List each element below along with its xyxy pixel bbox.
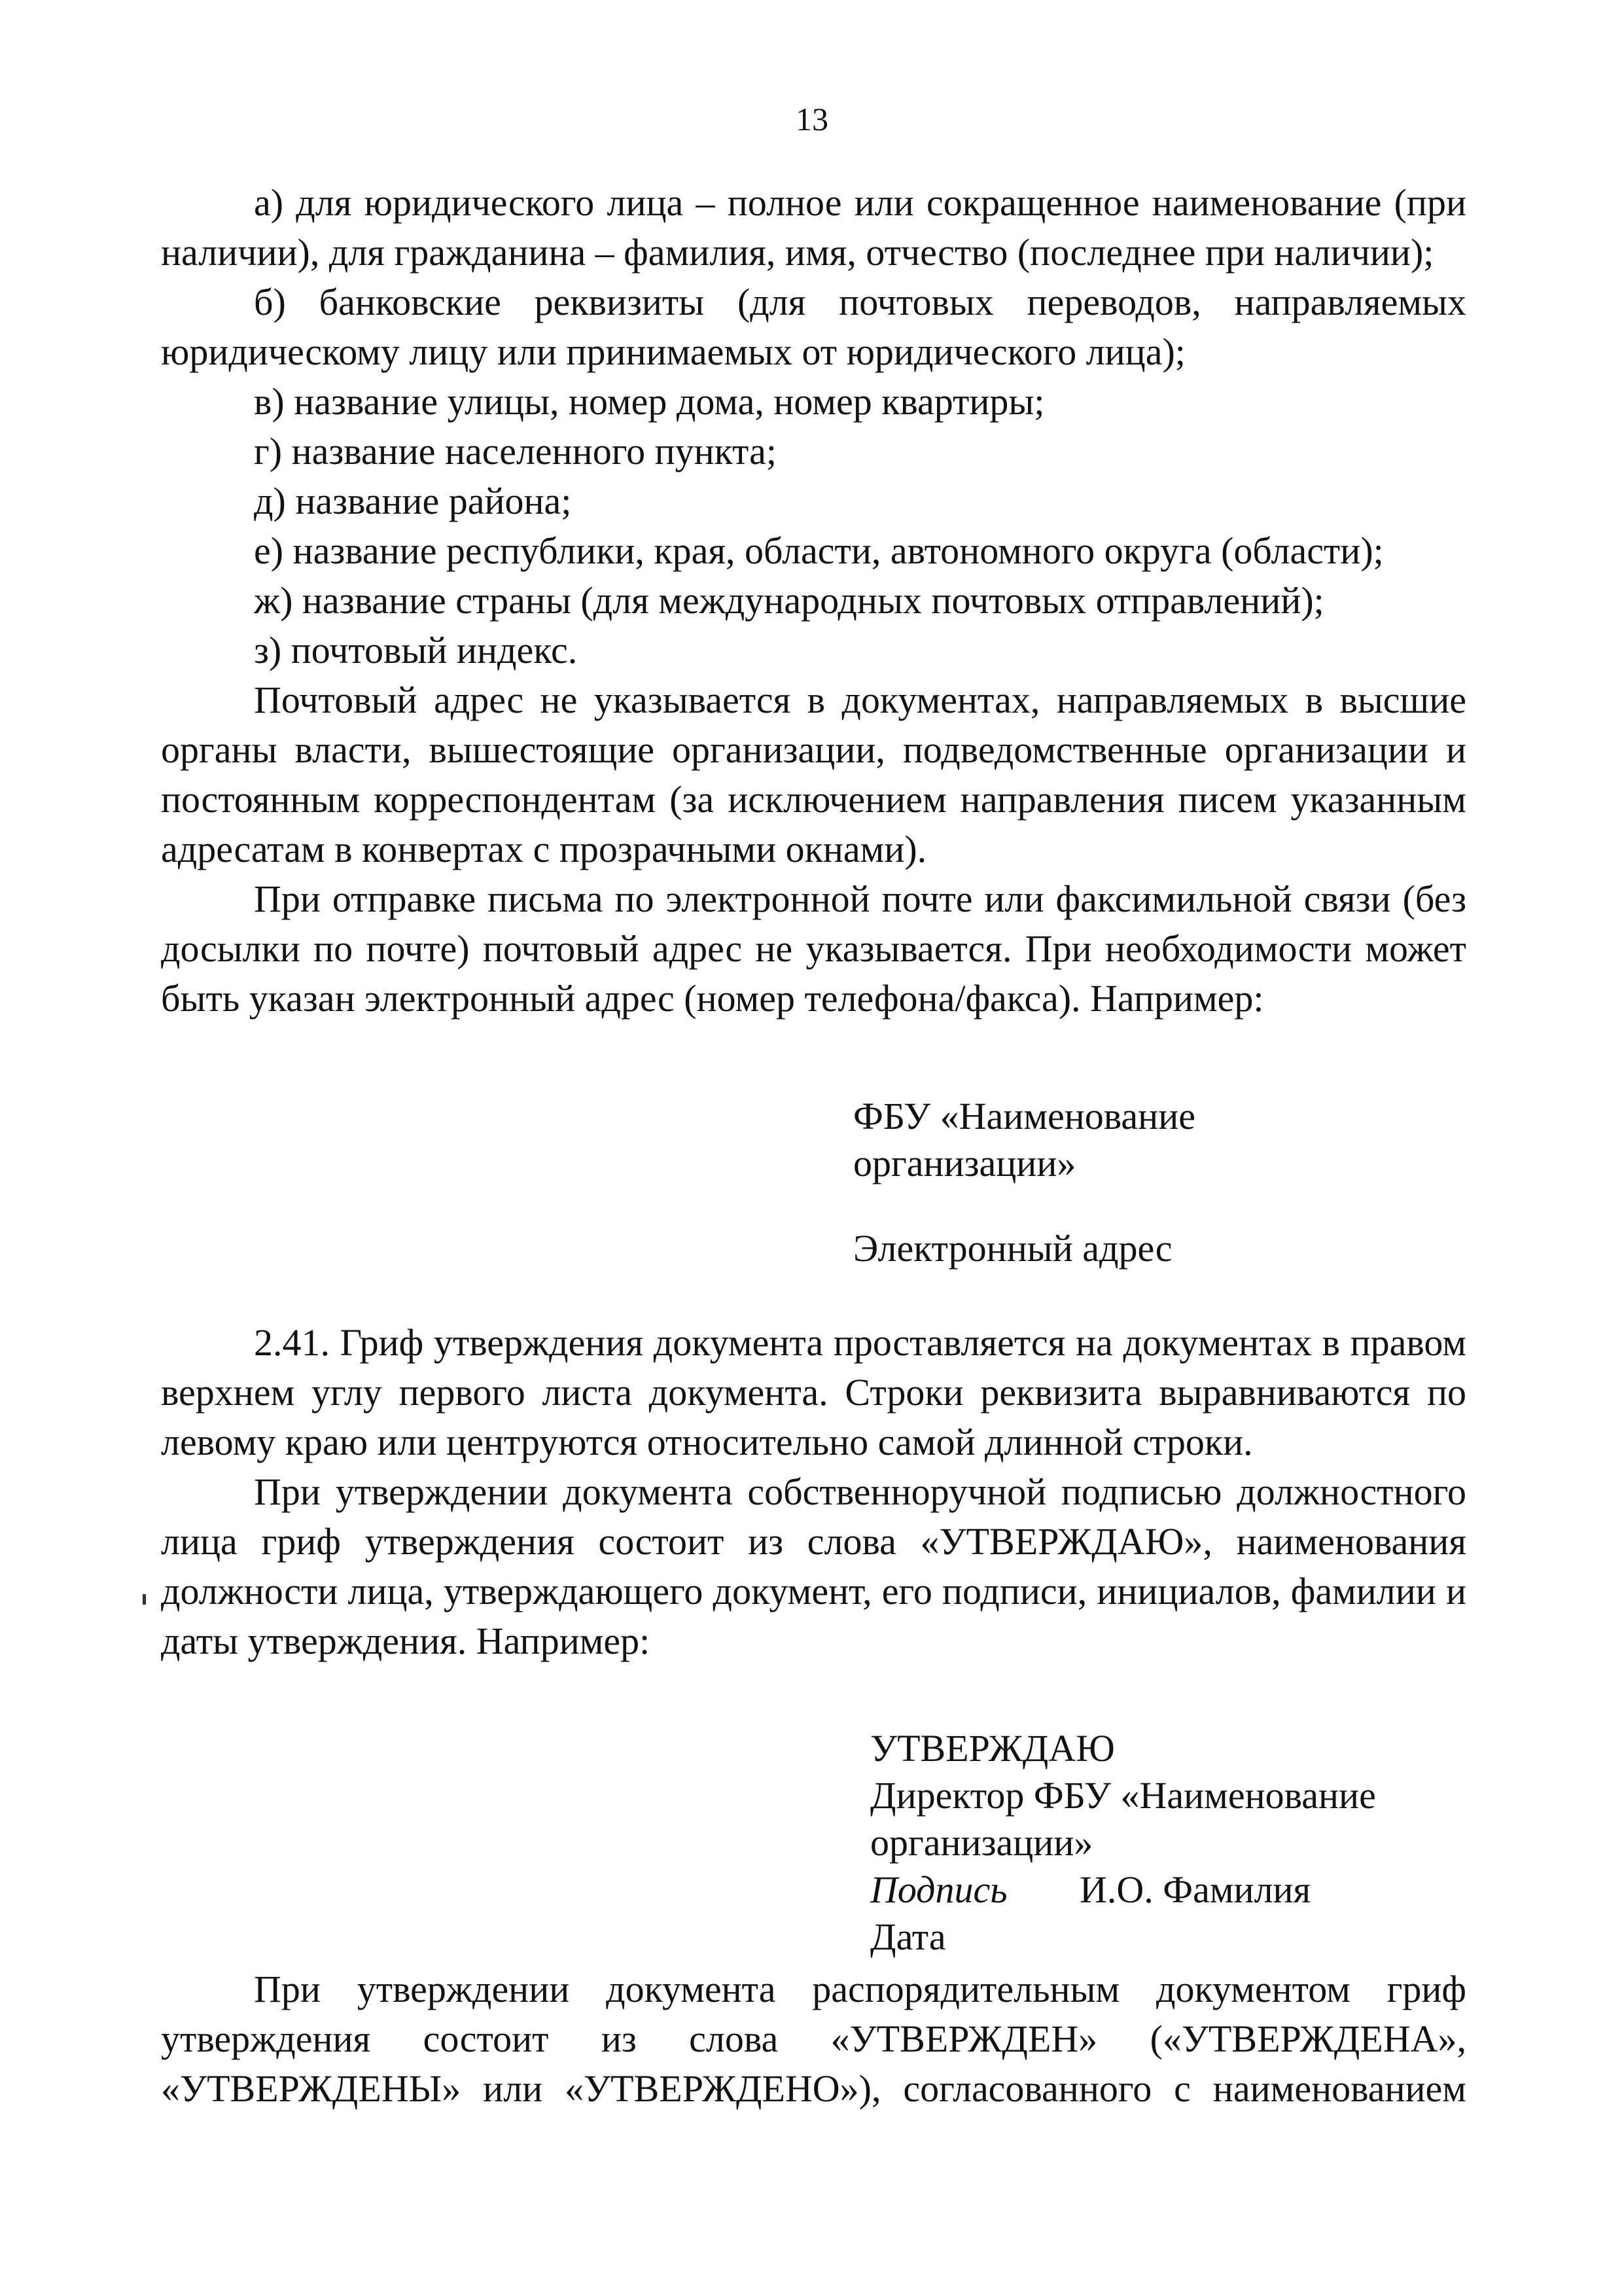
example-approval-block — [870, 1725, 1376, 1961]
approval-position-line2: организации» — [870, 1821, 1093, 1864]
list-item-d: д) название района; — [254, 480, 572, 522]
approval-name: И.О. Фамилия — [1080, 1868, 1311, 1911]
approval-stamp-section — [161, 1318, 1466, 1666]
approval-position-line1: Директор ФБУ «Наименование — [870, 1774, 1376, 1817]
list-item-b: б) банковские реквизиты (для почтовых переводов, направляемых юридическому лицу или принимаемых от юридического лица); — [161, 281, 1466, 373]
list-item-z: з) почтовый индекс. — [254, 629, 578, 671]
list-item-e: е) название республики, края, области, автономного округа (области); — [254, 529, 1384, 572]
paragraph-email-sending: При отправке письма по электронной почте или факсимильной связи (без досылки по почте) почтовый адрес не указывается. При необходимости может быть указан электронный адрес (номер телефона/факса). Например: — [161, 878, 1466, 1020]
page-number: 13 — [796, 101, 828, 137]
list-item-g: г) название населенного пункта; — [254, 430, 777, 472]
address-requisites-section — [161, 178, 1466, 1023]
approval-word: УТВЕРЖДАЮ — [870, 1727, 1115, 1770]
paragraph-no-postal-address: Почтовый адрес не указывается в документах, направляемых в высшие органы власти, вышестоящие организации, подведомственные организации и постоянным корреспондентам (за исключением направления писем указанным адресатам в конвертах с прозрачными окнами). — [161, 679, 1466, 870]
approval-date: Дата — [870, 1915, 946, 1958]
example-address-org-line2: организации» — [853, 1142, 1076, 1184]
example-address-block — [853, 1093, 1195, 1272]
approval-signature-row — [870, 1866, 1376, 1913]
scan-speck — [143, 1594, 146, 1605]
list-item-a: а) для юридического лица – полное или сокращенное наименование (при наличии), для гражданина – фамилия, имя, отчество (последнее при наличии); — [161, 181, 1466, 274]
list-item-v: в) название улицы, номер дома, номер квартиры; — [254, 380, 1045, 423]
paragraph-2-41: 2.41. Гриф утверждения документа проставляется на документах в правом верхнем углу первого листа документа. Строки реквизита выравниваются по левому краю или центруются относительно самой длинной строки. — [161, 1321, 1466, 1463]
list-item-zh: ж) название страны (для международных почтовых отправлений); — [254, 579, 1324, 622]
example-address-org-line1: ФБУ «Наименование — [853, 1095, 1195, 1137]
approval-signature: Подпись — [870, 1868, 1008, 1911]
order-approval-section — [161, 1965, 1466, 2114]
paragraph-signature-approval: При утверждении документа собственноручной подписью должностного лица гриф утверждения состоит из слова «УТВЕРЖДАЮ», наименования должности лица, утверждающего документ, его подписи, инициалов, фамилии и даты утверждения. Например: — [161, 1470, 1466, 1662]
paragraph-order-approval: При утверждении документа распорядительным документом гриф утверждения состоит из слова «УТВЕРЖДЕН» («УТВЕРЖДЕНА», «УТВЕРЖДЕНЫ» или «УТВЕРЖДЕНО»), согласованного с наименованием — [161, 1968, 1466, 2110]
example-address-email: Электронный адрес — [853, 1227, 1173, 1270]
